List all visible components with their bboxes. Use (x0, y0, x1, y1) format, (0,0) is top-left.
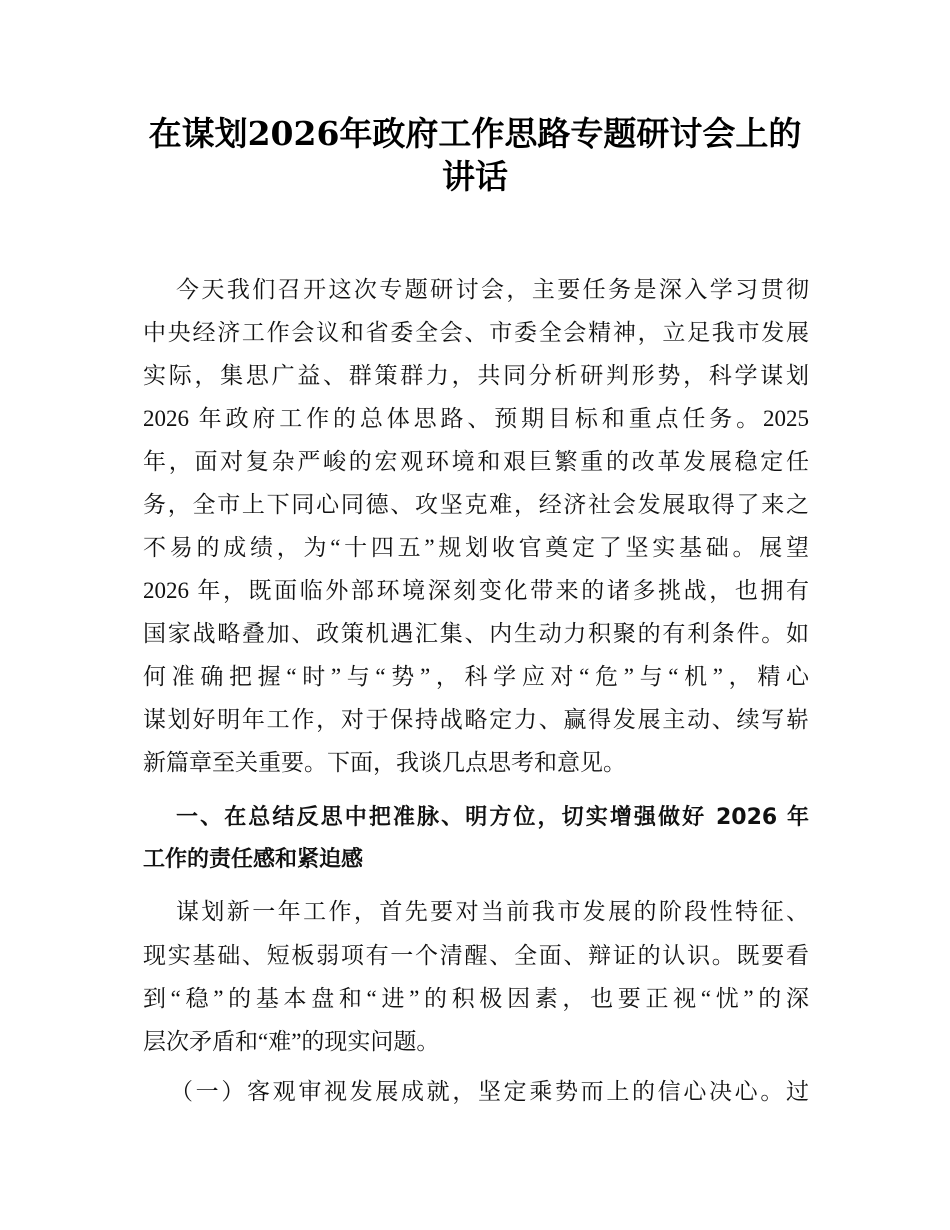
section-1-heading-line-2: 工作的责任感和紧迫感 (143, 847, 364, 872)
intro-line-1: 今天我们召开这次专题研讨会，主要任务是深入学习贯彻 (176, 277, 809, 302)
title-line-2: 讲话 (442, 157, 508, 196)
intro-line-8: 2026 年，既面临外部环境深刻变化带来的诸多挑战，也拥有 (143, 578, 809, 603)
section-1-line-4: 层次矛盾和“难”的现实问题。 (143, 1029, 440, 1054)
intro-line-10: 何准确把握“时”与“势”，科学应对“危”与“机”，精心 (143, 664, 809, 689)
intro-line-5: 年，面对复杂严峻的宏观环境和艰巨繁重的改革发展稳定任 (143, 449, 809, 474)
section-1-line-3: 到“稳”的基本盘和“进”的积极因素，也要正视“忧”的深 (143, 986, 809, 1011)
intro-line-3: 实际，集思广益、群策群力，共同分析研判形势，科学谋划 (143, 363, 809, 388)
document-title (130, 112, 820, 198)
intro-line-2: 中央经济工作会议和省委全会、市委全会精神，立足我市发展 (143, 320, 809, 345)
intro-line-4: 2026 年政府工作的总体思路、预期目标和重点任务。2025 (143, 406, 809, 431)
section-1-heading-line-1: 一、在总结反思中把准脉、明方位，切实增强做好 2026 年 (176, 805, 809, 830)
title-line-1: 在谋划2026年政府工作思路专题研讨会上的 (148, 114, 802, 153)
intro-line-7: 不易的成绩，为“十四五”规划收官奠定了坚实基础。展望 (143, 535, 809, 560)
section-1-line-1: 谋划新一年工作，首先要对当前我市发展的阶段性特征、 (176, 899, 809, 924)
section-1-line-2: 现实基础、短板弱项有一个清醒、全面、辩证的认识。既要看 (143, 943, 809, 968)
intro-line-6: 务，全市上下同心同德、攻坚克难，经济社会发展取得了来之 (143, 492, 809, 517)
intro-line-11: 谋划好明年工作，对于保持战略定力、赢得发展主动、续写崭 (143, 707, 809, 732)
subsection-1-1-line: （一）客观审视发展成就，坚定乘势而上的信心决心。过 (170, 1079, 809, 1104)
intro-line-12: 新篇章至关重要。下面，我谈几点思考和意见。 (143, 750, 626, 775)
intro-line-9: 国家战略叠加、政策机遇汇集、内生动力积聚的有利条件。如 (143, 621, 809, 646)
